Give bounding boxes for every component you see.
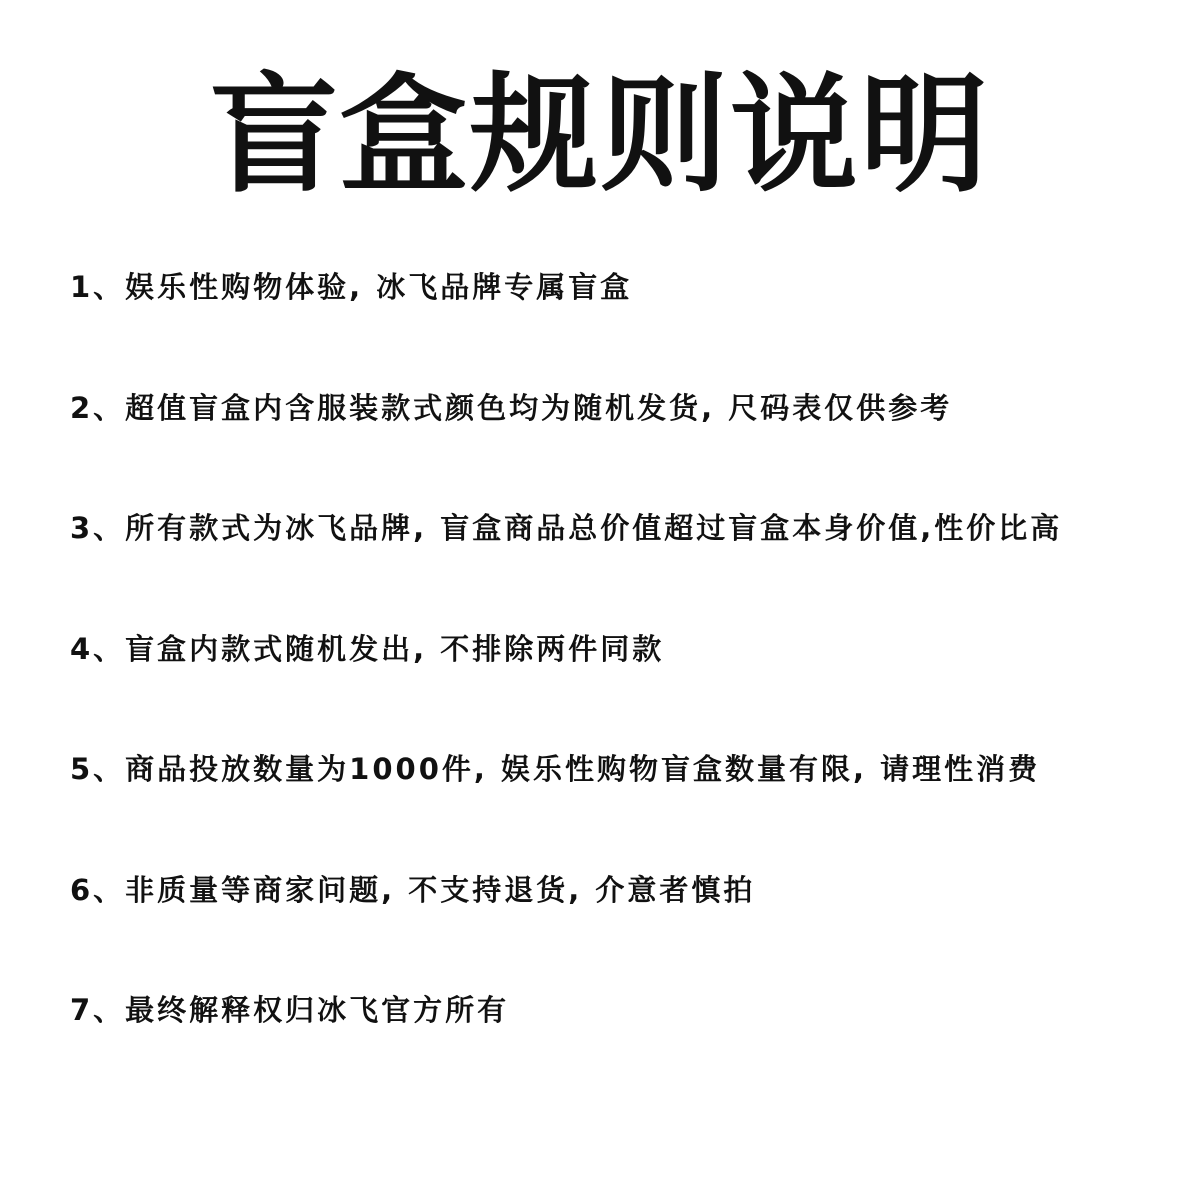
rule-item-7: 7、最终解释权归冰飞官方所有 xyxy=(70,993,510,1027)
page-title: 盲盒规则说明 xyxy=(209,61,990,210)
rule-item-4: 4、盲盒内款式随机发出, 不排除两件同款 xyxy=(70,631,665,666)
rules-list xyxy=(70,269,1170,1113)
rule-item-6: 6、非质量等商家问题, 不支持退货, 介意者慎拍 xyxy=(70,872,756,907)
rule-item-5: 5、商品投放数量为1000件, 娱乐性购物盲盒数量有限, 请理性消费 xyxy=(70,752,1041,786)
rule-item-1: 1、娱乐性购物体验, 冰飞品牌专属盲盒 xyxy=(70,270,633,304)
rule-item-2: 2、超值盲盒内含服装款式颜色均为随机发货, 尺码表仅供参考 xyxy=(70,390,953,425)
rule-item-3: 3、所有款式为冰飞品牌, 盲盒商品总价值超过盲盒本身价值,性价比高 xyxy=(70,511,1063,545)
